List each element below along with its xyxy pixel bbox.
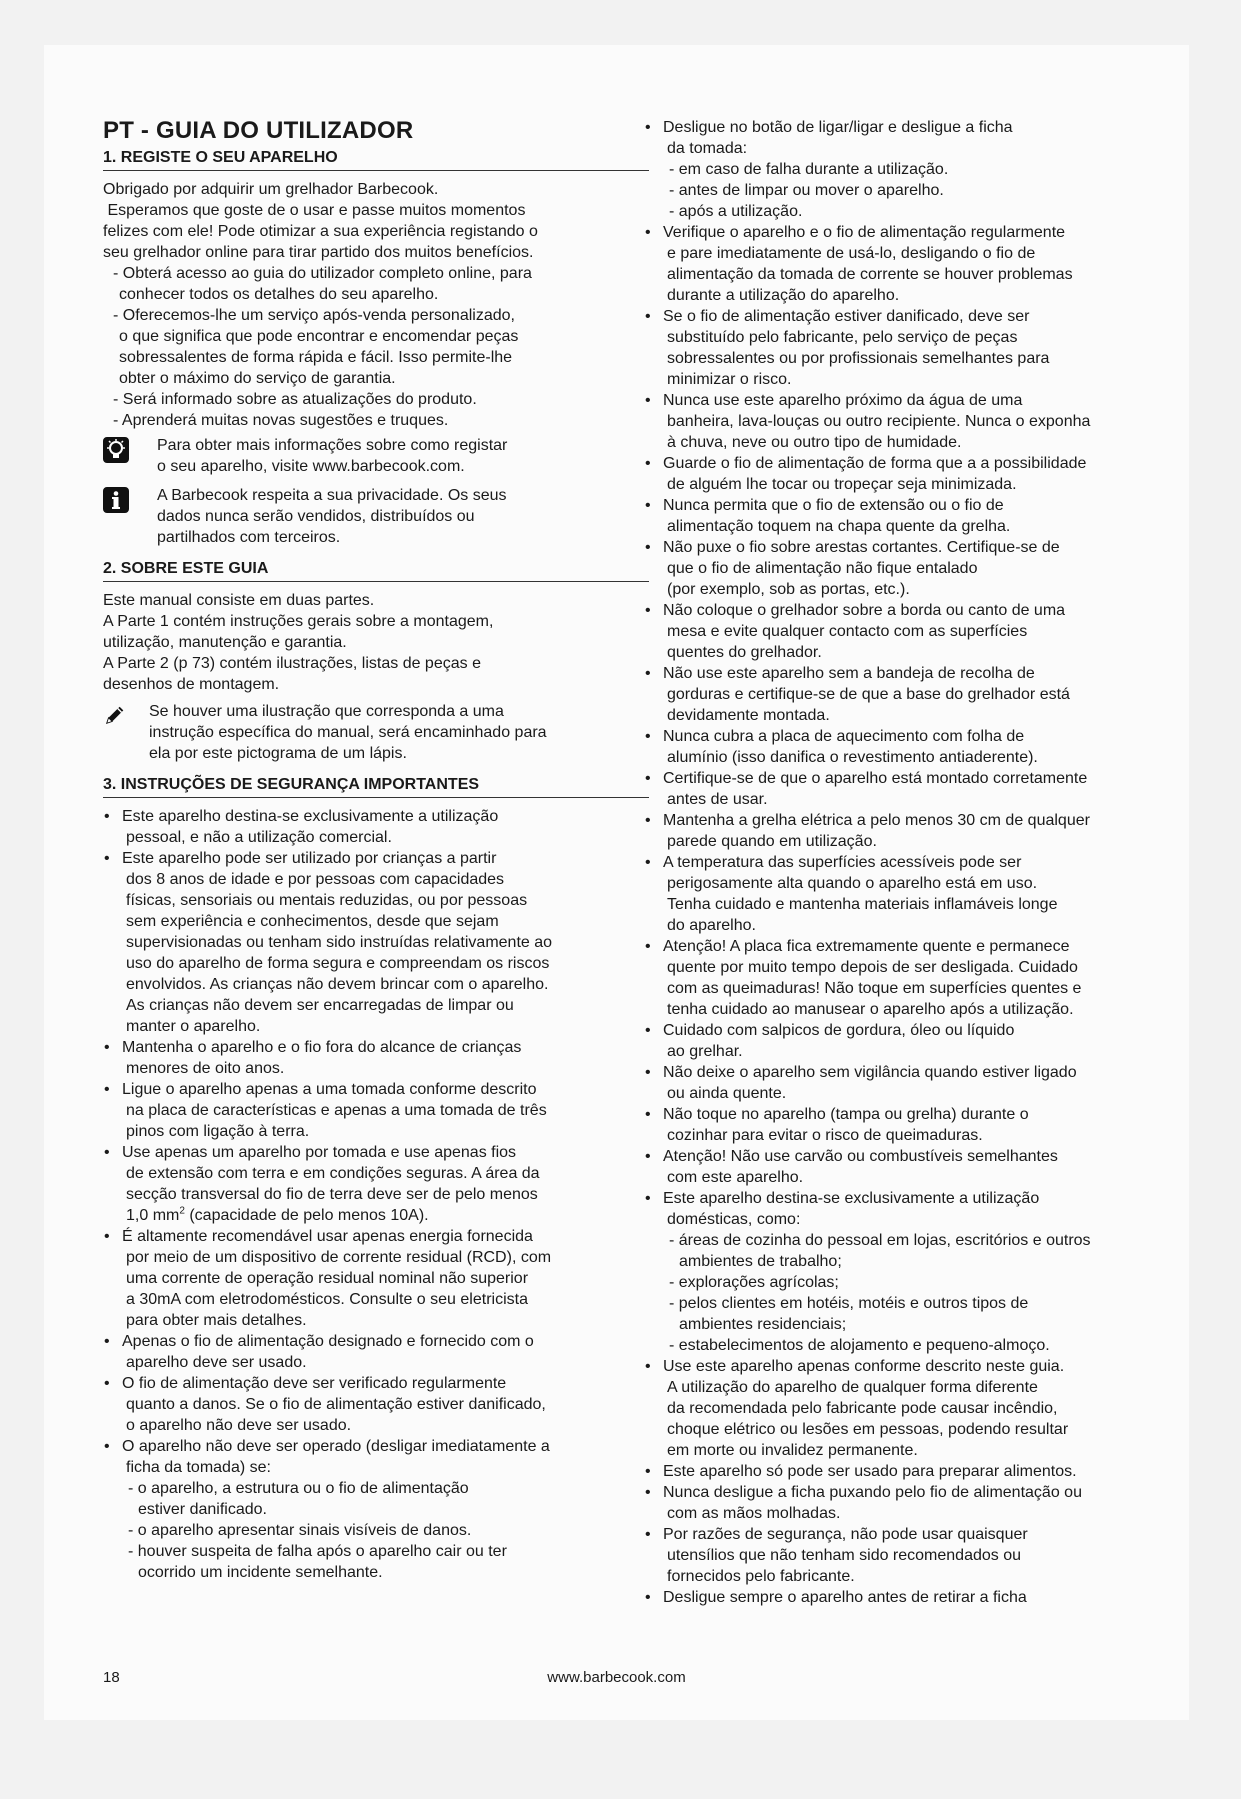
bullet-line: • Mantenha a grelha elétrica a pelo menos 30 cm de qualquer: [663, 812, 1090, 829]
bullet-line: utensílios que não tenham sido recomendados ou: [667, 1547, 1022, 1564]
bullet-line: • Não toque no aparelho (tampa ou grelha) durante o: [663, 1106, 1029, 1123]
intro-line: Esperamos que goste de o usar e passe muitos momentos: [103, 202, 526, 219]
manual-page: [44, 45, 1189, 1720]
sub-item-line: - após a utilização.: [669, 203, 803, 220]
sub-item-line: - em caso de falha durante a utilização.: [669, 161, 949, 178]
bullet-line: quentes do grelhador.: [667, 644, 822, 661]
info-line: dados nunca serão vendidos, distribuídos ou: [157, 508, 475, 525]
benefit-line: obter o máximo do serviço de garantia.: [119, 370, 396, 387]
sub-list: [122, 1478, 649, 1583]
safety-bullet: [644, 117, 1189, 222]
bullet-line: ficha da tomada) se:: [126, 1459, 271, 1476]
bullet-line: minimizar o risco.: [667, 371, 792, 388]
bullet-line: físicas, sensoriais ou mentais reduzidas, ou por pessoas: [126, 892, 528, 909]
bullet-line: pinos com ligação à terra.: [126, 1123, 310, 1140]
info-line: A Barbecook respeita a sua privacidade. Os seus: [157, 487, 507, 504]
info-icon: [103, 487, 129, 513]
bullet-line: supervisionadas ou tenham sido instruídas relativamente ao: [126, 934, 553, 951]
benefit-line: - Será informado sobre as atualizações do produto.: [113, 391, 477, 408]
benefits-list: [103, 263, 649, 431]
safety-bullet: [644, 600, 1189, 663]
bullet-line: aparelho deve ser usado.: [126, 1354, 307, 1371]
bullet-line: • Atenção! Não use carvão ou combustíveis semelhantes: [663, 1148, 1058, 1165]
safety-bullet: [644, 1104, 1189, 1146]
bullet-line: • Ligue o aparelho apenas a uma tomada conforme descrito: [122, 1081, 537, 1098]
sub-item-line: ambientes residenciais;: [679, 1316, 847, 1333]
bullet-line: do aparelho.: [667, 917, 756, 934]
bullet-line: e pare imediatamente de usá-lo, desligando o fio de: [667, 245, 1036, 262]
intro-line: seu grelhador online para tirar partido dos muitos benefícios.: [103, 244, 534, 261]
safety-bullet: [644, 852, 1189, 936]
intro-line: Obrigado por adquirir um grelhador Barbecook.: [103, 181, 439, 198]
bullet-line: • O fio de alimentação deve ser verificado regularmente: [122, 1375, 507, 1392]
page-title: PT - GUIA DO UTILIZADOR: [103, 117, 414, 144]
bullet-line: devidamente montada.: [667, 707, 830, 724]
bullet-line: com as queimaduras! Não toque em superfícies quentes e: [667, 980, 1082, 997]
safety-bullet: [644, 1461, 1189, 1482]
bullet-line: por meio de um dispositivo de corrente residual (RCD), com: [126, 1249, 552, 1266]
sub-item-line: - explorações agrícolas;: [669, 1274, 839, 1291]
safety-bullet: [644, 768, 1189, 810]
safety-bullet: [644, 1524, 1189, 1587]
sub-item-line: - o aparelho apresentar sinais visíveis de danos.: [128, 1522, 472, 1539]
bullet-line: uso do aparelho de forma segura e compreendam os riscos: [126, 955, 550, 972]
bullet-line: sem experiência e conhecimentos, desde que sejam: [126, 913, 499, 930]
pencil-line: Se houver uma ilustração que corresponda a uma: [149, 703, 504, 720]
safety-bullet: [644, 1020, 1189, 1062]
safety-bullet: [644, 222, 1189, 306]
sub-item-line: - o aparelho, a estrutura ou o fio de alimentação: [128, 1480, 469, 1497]
bullet-line: tenha cuidado ao manusear o aparelho após a utilização.: [667, 1001, 1074, 1018]
bullet-line: da recomendada pelo fabricante pode causar incêndio,: [667, 1400, 1058, 1417]
safety-bullet: [644, 1587, 1189, 1608]
bullet-line: • Nunca permita que o fio de extensão ou o fio de: [663, 497, 1004, 514]
bullet-line: que o fio de alimentação não fique entalado: [667, 560, 978, 577]
bullet-line: • Por razões de segurança, não pode usar quaisquer: [663, 1526, 1028, 1543]
sub-item-line: - houver suspeita de falha após o aparelho cair ou ter: [128, 1543, 507, 1560]
bullet-line: antes de usar.: [667, 791, 768, 808]
bullet-line: • É altamente recomendável usar apenas energia fornecida: [122, 1228, 533, 1245]
benefit-line: - Oferecemos-lhe um serviço após-venda personalizado,: [113, 307, 515, 324]
pencil-note: [103, 701, 649, 764]
bullet-line: • Este aparelho pode ser utilizado por crianças a partir: [122, 850, 497, 867]
about-line: desenhos de montagem.: [103, 676, 280, 693]
sub-list: [663, 1230, 1189, 1356]
safety-bullet: [103, 848, 649, 1037]
safety-bullet: [103, 1226, 649, 1331]
bullet-line: (por exemplo, sob as portas, etc.).: [667, 581, 910, 598]
bullet-line: para obter mais detalhes.: [126, 1312, 307, 1329]
safety-bullet: [644, 1482, 1189, 1524]
about-line: A Parte 1 contém instruções gerais sobre a montagem,: [103, 613, 494, 630]
section-3-heading: 3. INSTRUÇÕES DE SEGURANÇA IMPORTANTES: [103, 776, 649, 798]
bullet-line: Tenha cuidado e mantenha materiais inflamáveis longe: [667, 896, 1058, 913]
tip-line: Para obter mais informações sobre como registar: [157, 437, 508, 454]
section-2-heading: 2. SOBRE ESTE GUIA: [103, 560, 649, 582]
bullet-line: • Este aparelho destina-se exclusivamente a utilização: [663, 1190, 1040, 1207]
bullet-line: envolvidos. As crianças não devem brincar com o aparelho.: [126, 976, 549, 993]
info-note: [103, 485, 649, 548]
sub-item-line: - áreas de cozinha do pessoal em lojas, escritórios e outros: [669, 1232, 1091, 1249]
bullet-line: alimentação da tomada de corrente se houver problemas: [667, 266, 1073, 283]
bullet-line: • Não deixe o aparelho sem vigilância quando estiver ligado: [663, 1064, 1077, 1081]
safety-bullet: [103, 1373, 649, 1436]
bullet-line: • Guarde o fio de alimentação de forma que a a possibilidade: [663, 455, 1087, 472]
bullet-line: uma corrente de operação residual nominal não superior: [126, 1270, 529, 1287]
safety-bullet: [103, 1436, 649, 1583]
safety-bullet: [103, 1142, 649, 1226]
bullet-line: • Nunca desligue a ficha puxando pelo fio de alimentação ou: [663, 1484, 1082, 1501]
safety-bullet: [644, 1356, 1189, 1461]
safety-bullet: [644, 1146, 1189, 1188]
section-1-heading: 1. REGISTE O SEU APARELHO: [103, 149, 649, 171]
bullet-line: • Não use este aparelho sem a bandeja de recolha de: [663, 665, 1035, 682]
about-line: Este manual consiste em duas partes.: [103, 592, 375, 609]
safety-bullet: [644, 810, 1189, 852]
bullet-line: secção transversal do fio de terra deve ser de pelo menos: [126, 1186, 538, 1203]
sub-item-line: - antes de limpar ou mover o aparelho.: [669, 182, 944, 199]
section-2-body: [103, 590, 649, 695]
bullet-line: perigosamente alta quando o aparelho está em uso.: [667, 875, 1038, 892]
safety-bullet: [103, 1331, 649, 1373]
pencil-icon: [103, 703, 127, 727]
bullet-line: alumínio (isso danifica o revestimento antiaderente).: [667, 749, 1038, 766]
bullet-line: • Atenção! A placa fica extremamente quente e permanece: [663, 938, 1070, 955]
bullet-line: sobressalentes ou por profissionais semelhantes para: [667, 350, 1050, 367]
bullet-line: • Verifique o aparelho e o fio de alimentação regularmente: [663, 224, 1066, 241]
bullet-line: durante a utilização do aparelho.: [667, 287, 900, 304]
benefit-line: - Obterá acesso ao guia do utilizador completo online, para: [113, 265, 532, 282]
bullet-line: em morte ou invalidez permanente.: [667, 1442, 918, 1459]
safety-bullet: [644, 1062, 1189, 1104]
sub-item-line: ocorrido um incidente semelhante.: [138, 1564, 383, 1581]
bullet-line: manter o aparelho.: [126, 1018, 261, 1035]
bullet-line: com as mãos molhadas.: [667, 1505, 841, 1522]
safety-list-right: [644, 117, 1189, 1608]
bullet-line: • Não coloque o grelhador sobre a borda ou canto de uma: [663, 602, 1066, 619]
benefit-line: sobressalentes de forma rápida e fácil. Isso permite-lhe: [119, 349, 513, 366]
bullet-text: (capacidade de pelo menos 10A).: [184, 1207, 429, 1224]
section-1-intro: [103, 179, 649, 263]
bullet-line: As crianças não devem ser encarregadas de limpar ou: [126, 997, 514, 1014]
benefit-line: - Aprenderá muitas novas sugestões e truques.: [113, 412, 449, 429]
bullet-line: ou ainda quente.: [667, 1085, 787, 1102]
bullet-line: • Se o fio de alimentação estiver danificado, deve ser: [663, 308, 1030, 325]
bullet-line: quanto a danos. Se o fio de alimentação estiver danificado,: [126, 1396, 546, 1413]
lightbulb-icon: [103, 437, 129, 463]
about-line: A Parte 2 (p 73) contém ilustrações, listas de peças e: [103, 655, 481, 672]
bullet-line: à chuva, neve ou outro tipo de humidade.: [667, 434, 962, 451]
bullet-line: parede quando em utilização.: [667, 833, 877, 850]
bullet-line: • Certifique-se de que o aparelho está montado corretamente: [663, 770, 1088, 787]
bullet-line: • A temperatura das superfícies acessíveis pode ser: [663, 854, 1022, 871]
bullet-line: fornecidos pelo fabricante.: [667, 1568, 855, 1585]
bullet-line: cozinhar para evitar o risco de queimaduras.: [667, 1127, 983, 1144]
safety-bullet: [644, 537, 1189, 600]
info-line: partilhados com terceiros.: [157, 529, 341, 546]
sub-item-line: - pelos clientes em hotéis, motéis e outros tipos de: [669, 1295, 1029, 1312]
safety-bullet: [644, 663, 1189, 726]
bullet-line: menores de oito anos.: [126, 1060, 285, 1077]
bullet-line: domésticas, como:: [667, 1211, 801, 1228]
safety-bullet: [644, 936, 1189, 1020]
bullet-line: mesa e evite qualquer contacto com as superfícies: [667, 623, 1028, 640]
bullet-line: [122, 1205, 649, 1226]
about-line: utilização, manutenção e garantia.: [103, 634, 347, 651]
safety-list-left: [103, 806, 649, 1583]
bullet-line: com este aparelho.: [667, 1169, 804, 1186]
bullet-line: • O aparelho não deve ser operado (desligar imediatamente a: [122, 1438, 550, 1455]
benefit-line: conhecer todos os detalhes do seu aparelho.: [119, 286, 439, 303]
footer-url: www.barbecook.com: [547, 1669, 686, 1686]
intro-line: felizes com ele! Pode otimizar a sua experiência registando o: [103, 223, 538, 240]
bullet-line: gorduras e certifique-se de que a base do grelhador está: [667, 686, 1070, 703]
benefit-line: o que significa que pode encontrar e encomendar peças: [119, 328, 519, 345]
pencil-line: ela por este pictograma de um lápis.: [149, 745, 407, 762]
sub-item-line: estiver danificado.: [138, 1501, 267, 1518]
safety-bullet: [644, 390, 1189, 453]
bullet-line: • Não puxe o fio sobre arestas cortantes. Certifique-se de: [663, 539, 1060, 556]
safety-bullet: [644, 306, 1189, 390]
bullet-line: • Este aparelho destina-se exclusivamente a utilização: [122, 808, 499, 825]
bullet-line: na placa de características e apenas a uma tomada de três: [126, 1102, 547, 1119]
sub-list: [663, 159, 1189, 222]
bullet-line: A utilização do aparelho de qualquer forma diferente: [667, 1379, 1038, 1396]
bullet-line: ao grelhar.: [667, 1043, 743, 1060]
bullet-line: • Use apenas um aparelho por tomada e use apenas fios: [122, 1144, 517, 1161]
safety-bullet: [644, 726, 1189, 768]
bullet-line: substituído pelo fabricante, pelo serviço de peças: [667, 329, 1018, 346]
bullet-line: da tomada:: [667, 140, 748, 157]
bullet-line: o aparelho não deve ser usado.: [126, 1417, 352, 1434]
bullet-line: • Este aparelho só pode ser usado para preparar alimentos.: [663, 1463, 1077, 1480]
page-number: 18: [103, 1669, 120, 1686]
bullet-line: choque elétrico ou lesões em pessoas, podendo resultar: [667, 1421, 1069, 1438]
bullet-line: • Nunca use este aparelho próximo da água de uma: [663, 392, 1023, 409]
bullet-line: • Cuidado com salpicos de gordura, óleo ou líquido: [663, 1022, 1015, 1039]
bullet-line: • Desligue sempre o aparelho antes de retirar a ficha: [663, 1589, 1027, 1606]
bullet-line: • Apenas o fio de alimentação designado e fornecido com o: [122, 1333, 534, 1350]
sub-item-line: - estabelecimentos de alojamento e pequeno-almoço.: [669, 1337, 1050, 1354]
superscript: 2: [179, 1205, 185, 1217]
bullet-line: dos 8 anos de idade e por pessoas com capacidades: [126, 871, 505, 888]
bullet-line: • Mantenha o aparelho e o fio fora do alcance de crianças: [122, 1039, 522, 1056]
bullet-line: pessoal, e não a utilização comercial.: [126, 829, 392, 846]
tip-line: o seu aparelho, visite www.barbecook.com.: [157, 458, 465, 475]
safety-bullet: [103, 1079, 649, 1142]
safety-bullet: [644, 1188, 1189, 1356]
bullet-line: de extensão com terra e em condições seguras. A área da: [126, 1165, 540, 1182]
bullet-line: de alguém lhe tocar ou tropeçar seja minimizada.: [667, 476, 1017, 493]
bullet-text: 1,0 mm: [126, 1207, 180, 1224]
pencil-line: instrução específica do manual, será encaminhado para: [149, 724, 547, 741]
bullet-line: • Nunca cubra a placa de aquecimento com folha de: [663, 728, 1025, 745]
safety-bullet: [644, 453, 1189, 495]
bullet-line: banheira, lava-louças ou outro recipiente. Nunca o exponha: [667, 413, 1091, 430]
safety-bullet: [103, 1037, 649, 1079]
safety-bullet: [103, 806, 649, 848]
bullet-line: • Desligue no botão de ligar/ligar e desligue a ficha: [663, 119, 1013, 136]
bullet-line: alimentação toquem na chapa quente da grelha.: [667, 518, 1011, 535]
bullet-line: quente por muito tempo depois de ser desligada. Cuidado: [667, 959, 1078, 976]
bullet-line: a 30mA com eletrodomésticos. Consulte o seu eletricista: [126, 1291, 528, 1308]
tip-note: [103, 435, 649, 477]
sub-item-line: ambientes de trabalho;: [679, 1253, 842, 1270]
safety-bullet: [644, 495, 1189, 537]
bullet-line: • Use este aparelho apenas conforme descrito neste guia.: [663, 1358, 1065, 1375]
